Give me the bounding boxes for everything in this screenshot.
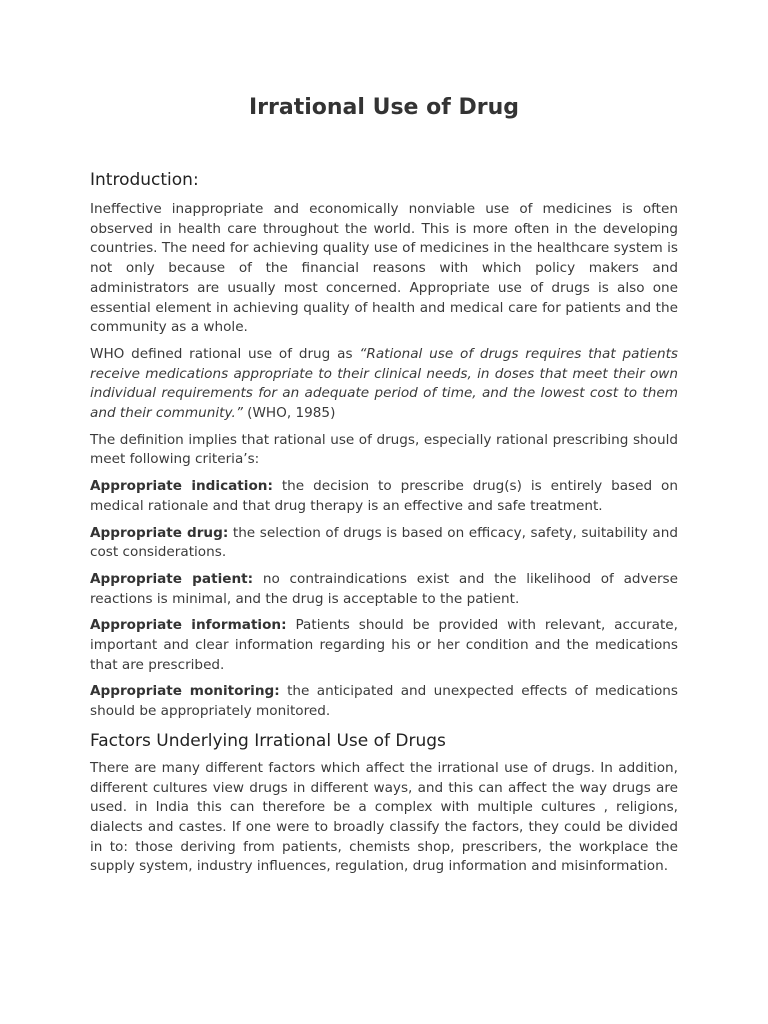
who-definition-lead: WHO defined rational use of drug as xyxy=(90,345,360,362)
criteria-text: Patients should be provided with relevant, accurate, important and clear information regarding his or her condition and the medications that are prescribed. xyxy=(90,617,678,673)
page-title: Irrational Use of Drug xyxy=(248,95,519,120)
criteria-indication xyxy=(90,477,678,516)
who-definition-paragraph xyxy=(90,345,678,424)
intro-paragraph: Ineffective inappropriate and economically nonviable use of medicines is often observed in health care throughout the world. This is more often in the developing countries. The need for achieving quality use of medicines in the healthcare system is not only because of the financial reasons with which policy makers and administrators are usually most concerned. Appropriate use of drugs is also one essential element in achieving quality of health and medical care for patients and the community as a whole. xyxy=(90,201,678,336)
criteria-label: Appropriate drug: xyxy=(90,524,229,541)
criteria-label: Appropriate information: xyxy=(90,617,287,634)
factors-heading: Factors Underlying Irrational Use of Drugs xyxy=(90,730,446,751)
criteria-patient xyxy=(90,570,678,609)
criteria-monitoring xyxy=(90,682,678,721)
criteria-label: Appropriate indication: xyxy=(90,478,273,495)
criteria-label: Appropriate patient: xyxy=(90,570,254,587)
intro-heading: Introduction: xyxy=(90,170,199,190)
criteria-information xyxy=(90,616,678,675)
criteria-drug xyxy=(90,524,678,563)
criteria-text: the selection of drugs is based on efficacy, safety, suitability and cost considerations. xyxy=(90,524,678,561)
criteria-text: the decision to prescribe drug(s) is entirely based on medical rationale and that drug therapy is an effective and safe treatment. xyxy=(90,478,678,514)
definition-intro-paragraph: The definition implies that rational use of drugs, especially rational prescribing should meet following criteria’s: xyxy=(90,431,678,468)
who-definition-quote: “Rational use of drugs requires that patients receive medications appropriate to their clinical needs, in doses that meet their own individual requirements for an adequate period of time, and the lowest cost to them and their community.” xyxy=(90,345,678,422)
document-body xyxy=(90,168,678,884)
factors-paragraph: There are many different factors which affect the irrational use of drugs. In addition, different cultures view drugs in different ways, and this can affect the way drugs are used. in India this can therefore be a complex with multiple cultures , religions, dialects and castes. If one were to broadly classify the factors, they could be divided in to: those deriving from patients, chemists shop, prescribers, the workplace the supply system, industry influences, regulation, drug information and misinformation. xyxy=(90,759,678,875)
criteria-label: Appropriate monitoring: xyxy=(90,683,280,700)
criteria-text: no contraindications exist and the likelihood of adverse reactions is minimal, and the drug is acceptable to the patient. xyxy=(90,570,678,607)
who-definition-citation: (WHO, 1985) xyxy=(242,405,336,422)
criteria-text: the anticipated and unexpected effects of medications should be appropriately monitored. xyxy=(90,683,678,720)
